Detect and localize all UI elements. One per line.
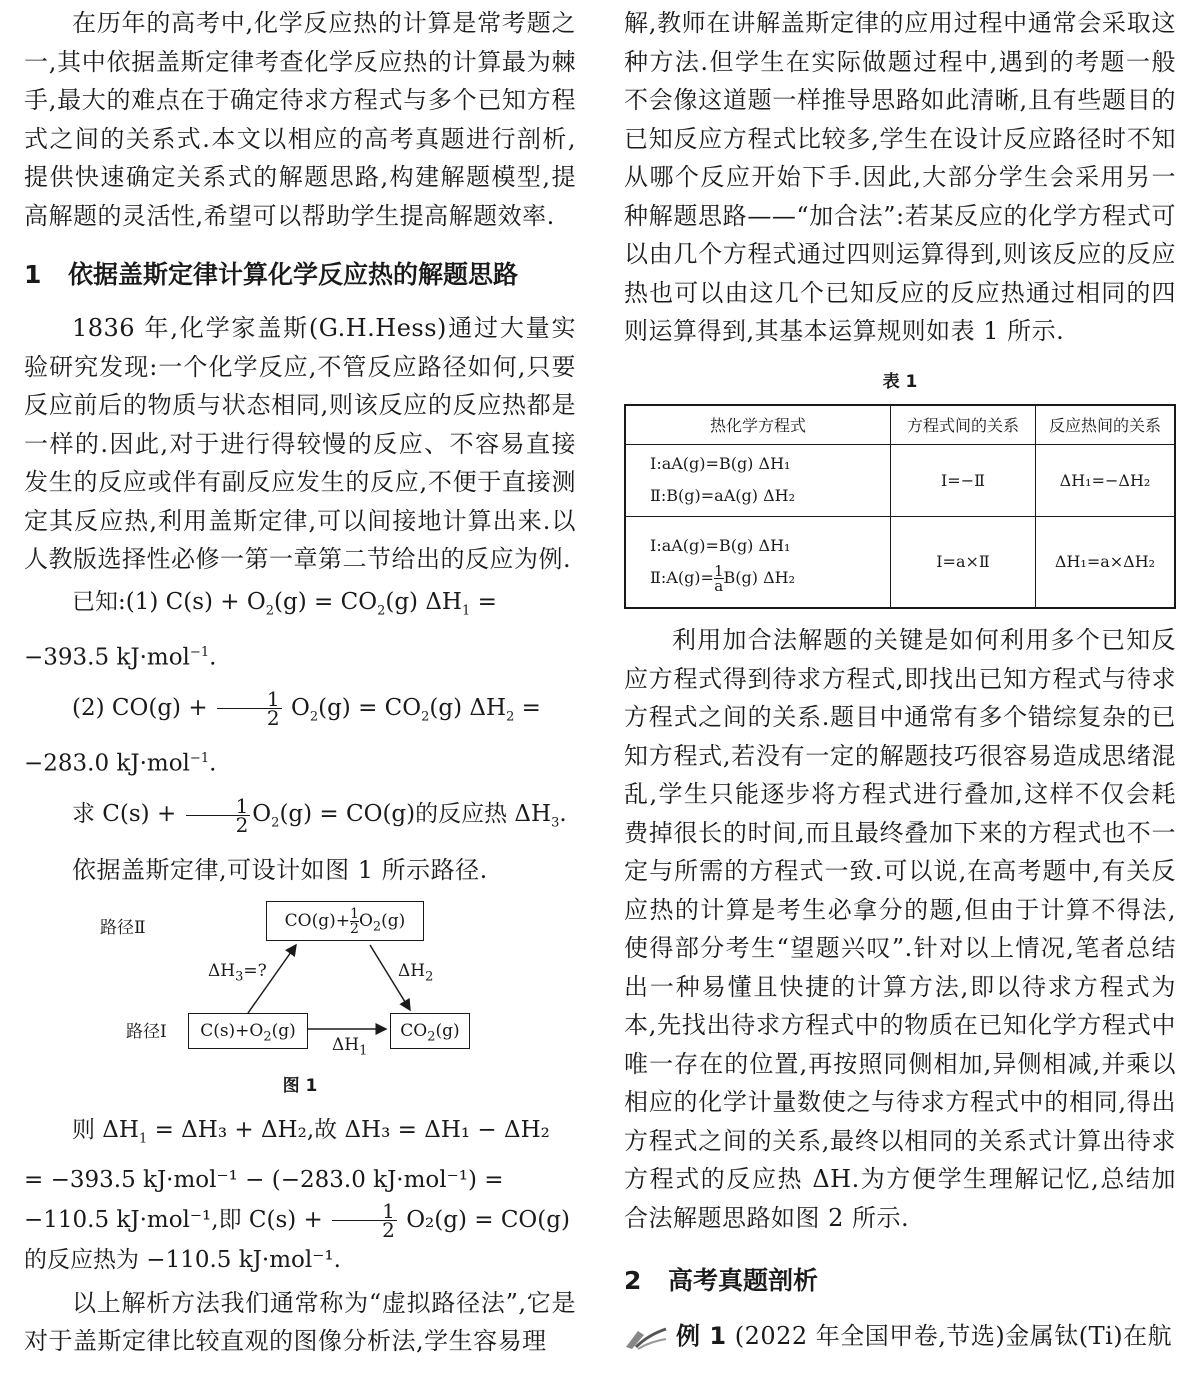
example-pen-icon (624, 1325, 668, 1351)
calculation-paragraph: 则 $\Delta H_1 = \Delta H_3 + \Delta H_2$,故 ΔH₃ = ΔH₁ − ΔH₂ = −393.5 kJ·mol⁻¹ − (−283.0 kJ·mol⁻¹) = −110.5 kJ·mol⁻¹,即 C(s) + $\frac{1}{2}$ O₂(g) = CO(g)的反应热为 −110.5 kJ·mol⁻¹. (24, 1117, 570, 1273)
left-column (24, 0, 576, 1361)
section-1-heading: 1 依据盖斯定律计算化学反应热的解题思路 (24, 260, 519, 289)
dh1-label: $\Delta H_1$ (332, 1035, 368, 1059)
method-paragraph: 利用加合法解题的关键是如何利用多个已知反应方程式得到待求方程式,即找出已知方程式与待求方程式之间的关系.题目中通常有多个错综复杂的已知方程式,若没有一定的解题技巧很容易造成思绪混乱,学生只能逐步将方程式进行叠加,这样不仅会耗费掉很长的时间,而且最终叠加下来的方程式也不一定与所需的方程式一致.可以说,在高考题中,有关反应热的计算是考生必拿分的题,但由于计算不得法,使得部分考生“望题兴叹”.针对以上情况,笔者总结出一种易懂且快捷的计算方法,即以待求方程式为本,先找出待求方程式中的物质在已知化学方程式中唯一存在的位置,再按照同侧相加,异侧相减,并乘以相应的化学计量数使之与待求方程式中的相同,得出方程式之间的关系,最终以相同的关系式计算出待求方程式的反应热 ΔH.为方便学生理解记忆,总结加合法解题思路如图 2 所示. (624, 626, 1176, 1232)
virtual-path-paragraph: 以上解析方法我们通常称为“虚拟路径法”,它是对于盖斯定律比较直观的图像分析法,学生容易理 (24, 1288, 576, 1356)
table-row (625, 444, 1175, 516)
right-column (624, 0, 1176, 1356)
table-row (625, 516, 1175, 608)
known-equation-1: 已知:(1) $C(s) + O_2(g) = CO_2(g) \Delta H_1 = -393.5$ kJ·mol$^{-1}$. (24, 588, 497, 671)
table-1-caption: 表 1 (882, 371, 918, 392)
hess-paragraph: 1836 年,化学家盖斯(G.H.Hess)通过大量实验研究发现:一个化学反应,不管反应路径如何,只要反应前后的物质与状态相同,则该反应的反应热都是一样的.因此,对于进行得较慢的反应、不容易直接发生的反应或伴有副反应发生的反应,不便于直接测定其反应热,利用盖斯定律,可以间接地计算出来.以人教版选择性必修一第一章第二节给出的反应为例. (24, 314, 576, 573)
table-1 (624, 404, 1176, 610)
box-co2: $CO_2(g)$ (390, 1013, 470, 1049)
box-co-o2: CO(g)+ $\frac{1}{2}$ $O_2(g)$ (266, 901, 424, 941)
fraction-half: $\frac{1}{2}$ (217, 690, 282, 727)
dh2-label: $\Delta H_2$ (398, 961, 434, 985)
figure-1-caption: 图 1 (282, 1076, 318, 1097)
intro-paragraph: 在历年的高考中,化学反应热的计算是常考题之一,其中依据盖斯定律考查化学反应热的计算最为棘手,最大的难点在于确定待求方程式与多个已知方程式之间的关系式.本文以相应的高考真题进行剖析,提供快速确定关系式的解题思路,构建解题模型,提高解题的灵活性,希望可以帮助学生提高解题效率. (24, 9, 576, 230)
target-equation: 求 C(s) + $\frac{1}{2}$ $O_2(g) = CO(g)$的反应热 $\Delta H_3$. (72, 793, 567, 837)
table-cell: Ⅰ:aA(g)=B(g) ΔH₁ Ⅱ:A(g)= $\frac{1}{a}$ B(g) ΔH₂ (625, 516, 891, 608)
section-2-heading: 2 高考真题剖析 (624, 1266, 819, 1295)
dh3-label: $\Delta H_3=$? (208, 961, 267, 985)
route-1-label: 路径Ⅰ (126, 1022, 167, 1042)
table-header-row (625, 405, 1175, 445)
continuation-paragraph: 解,教师在讲解盖斯定律的应用过程中通常会采取这种方法.但学生在实际做题过程中,遇到的考题一般不会像这道题一样推导思路如此清晰,且有些题目的已知反应方程式比较多,学生在设计反应路径时不知从哪个反应开始下手.因此,大部分学生会采用另一种解题思路——“加合法”:若某反应的化学方程式可以由几个方程式通过四则运算得到,则该反应的反应热也可以由这几个已知反应的反应热通过相同的四则运算得到,其基本运算规则如表 1 所示. (624, 9, 1176, 345)
table-cell: Ⅰ=a×Ⅱ (891, 516, 1036, 608)
known-equation-2: (2) CO(g) + $\frac{1}{2}$ $O_2(g) = CO_2(g) \Delta H_2 = -283.0$ kJ·mol$^{-1}$. (24, 687, 541, 777)
table-cell: Ⅰ:aA(g)=B(g) ΔH₁ Ⅱ:B(g)=aA(g) ΔH₂ (625, 444, 891, 516)
table-cell: ΔH₁=−ΔH₂ (1036, 444, 1176, 516)
table-cell: ΔH₁=a×ΔH₂ (1036, 516, 1176, 608)
box-c-o2: $C(s)+O_2(g)$ (188, 1013, 308, 1049)
table-header: 方程式间的关系 (891, 405, 1036, 445)
route-2-label: 路径Ⅱ (100, 918, 146, 938)
table-header: 热化学方程式 (625, 405, 891, 445)
table-cell: Ⅰ=−Ⅱ (891, 444, 1036, 516)
example-1-line: 例 1 (2022 年全国甲卷,节选)金属钛(Ti)在航 (624, 1317, 1176, 1356)
table-header: 反应热间的关系 (1036, 405, 1176, 445)
figure-1-diagram (100, 895, 480, 1065)
design-sentence: 依据盖斯定律,可设计如图 1 所示路径. (72, 855, 488, 884)
